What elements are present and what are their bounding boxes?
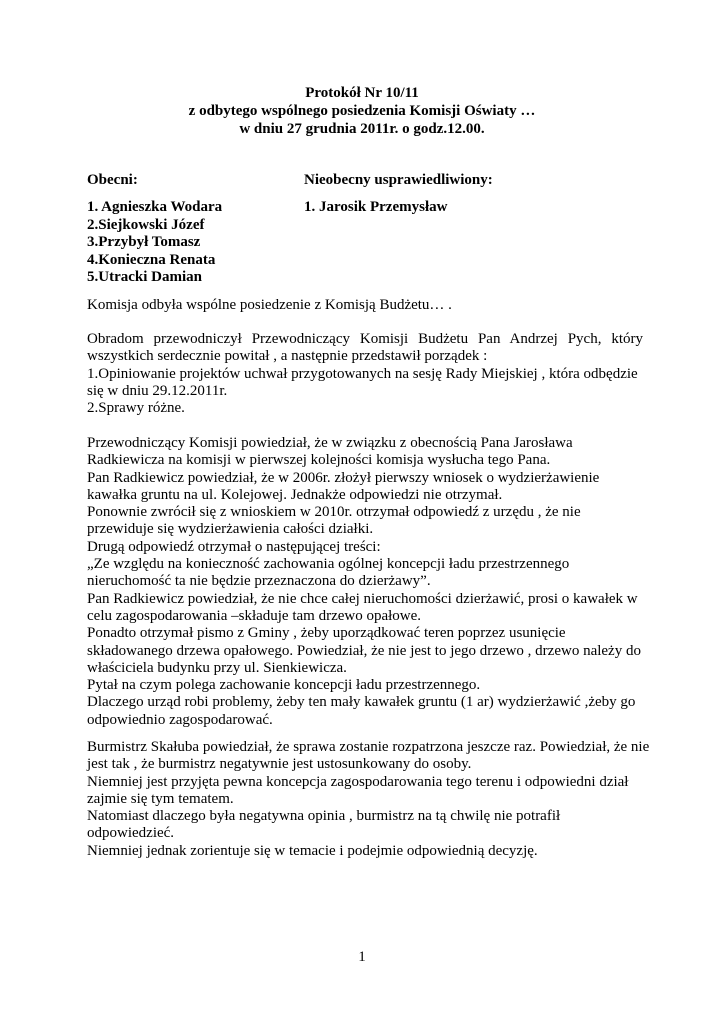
text-line: Pan Radkiewicz powiedział, że nie chce całej nieruchomości dzierżawić, prosi o kawałek w [87,590,638,607]
text-line: jest tak , że burmistrz negatywnie jest ustosunkowany do osoby. [87,756,472,773]
text-line: odpowiednio zagospodarować. [87,711,273,728]
paragraph-radkiewicz [87,435,643,729]
text-line: Burmistrz Skałuba powiedział, że sprawa zostanie rozpatrzona jeszcze raz. Powiedział, że nie [87,739,650,755]
text-line: nieruchomość ta nie będzie przeznaczona do dzierżawy”. [87,573,431,590]
page-number: 1 [358,949,366,965]
protocol-title: Protokół Nr 10/11 [305,85,419,101]
present-member: 2.Siejkowski Józef [87,216,205,233]
text-line: wszystkich serdecznie powitał , a następnie przedstawił porządek : [87,348,488,365]
text-line: Drugą odpowiedź otrzymał o następującej treści: [87,538,381,555]
text-line: Przewodniczący Komisji powiedział, że w związku z obecnością Pana Jarosława [87,435,573,451]
text-line: Obradom przewodniczył Przewodniczący Komisji Budżetu Pan Andrzej Pych, który [87,331,643,347]
absent-list [304,199,447,217]
absent-member: 1. Jarosik Przemysław [304,199,448,215]
text-line: składowanego drzewa opałowego. Powiedział, że nie jest to jego drzewo , drzewo należy do [87,642,641,659]
text-line: 1.Opiniowanie projektów uchwał przygotowanych na sesję Rady Miejskiej , która odbędzie [87,365,638,382]
text-line: przewiduje się wydzierżawienia całości działki. [87,521,374,538]
text-line: odpowiedzieć. [87,825,175,842]
paragraph-agenda [87,331,643,417]
text-line: Komisja odbyła wspólne posiedzenie z Komisją Budżetu… . [87,297,452,313]
present-member: 5.Utracki Damian [87,269,202,285]
text-line: Niemniej jest przyjęta pewna koncepcja zagospodarowania tego terenu i odpowiedni dział [87,773,629,790]
text-line: kawałka gruntu na ul. Kolejowej. Jednakże odpowiedzi nie otrzymał. [87,486,503,503]
absent-heading: Nieobecny usprawiedliwiony: [304,172,493,188]
present-member: 1. Agnieszka Wodara [87,199,223,215]
text-line: „Ze względu na konieczność zachowania ogólnej koncepcji ładu przestrzennego [87,556,570,573]
text-line: 2.Sprawy różne. [87,400,185,417]
protocol-subtitle: z odbytego wspólnego posiedzenia Komisji Oświaty … [188,103,536,119]
paragraph-mayor [87,739,650,860]
text-line: celu zagospodarowania –składuje tam drzewo opałowe. [87,607,422,624]
present-member: 4.Konieczna Renata [87,251,216,268]
text-line: Niemniej jednak zorientuje się w temacie i podejmie odpowiednią decyzję. [87,842,538,859]
document-header [0,84,724,138]
text-line: Ponownie zwrócił się z wnioskiem w 2010r. otrzymał odpowiedź z urzędu , że nie [87,504,581,521]
text-line: właściciela budynku przy ul. Sienkiewicza. [87,659,347,676]
paragraph-joint-meeting [87,297,643,314]
present-member: 3.Przybył Tomasz [87,234,201,250]
text-line: Ponadto otrzymał pismo z Gminy , żeby uporządkować teren poprzez usunięcie [87,625,566,642]
text-line: się w dniu 29.12.2011r. [87,382,228,399]
text-line: Radkiewicza na komisji w pierwszej kolejności komisja wysłucha tego Pana. [87,452,551,469]
present-heading: Obecni: [87,172,138,188]
text-line: Dlaczego urząd robi problemy, żeby ten mały kawałek gruntu (1 ar) wydzierżawić ,żeby go [87,694,636,711]
text-line: Pytał na czym polega zachowanie koncepcji ładu przestrzennego. [87,677,481,694]
present-list [87,199,222,287]
text-line: Pan Radkiewicz powiedział, że w 2006r. złożył pierwszy wniosek o wydzierżawienie [87,469,600,486]
text-line: Natomiast dlaczego była negatywna opinia , burmistrz na tą chwilę nie potrafił [87,808,561,825]
text-line: zajmie się tym tematem. [87,790,234,807]
protocol-date-line: w dniu 27 grudnia 2011r. o godz.12.00. [239,121,485,137]
